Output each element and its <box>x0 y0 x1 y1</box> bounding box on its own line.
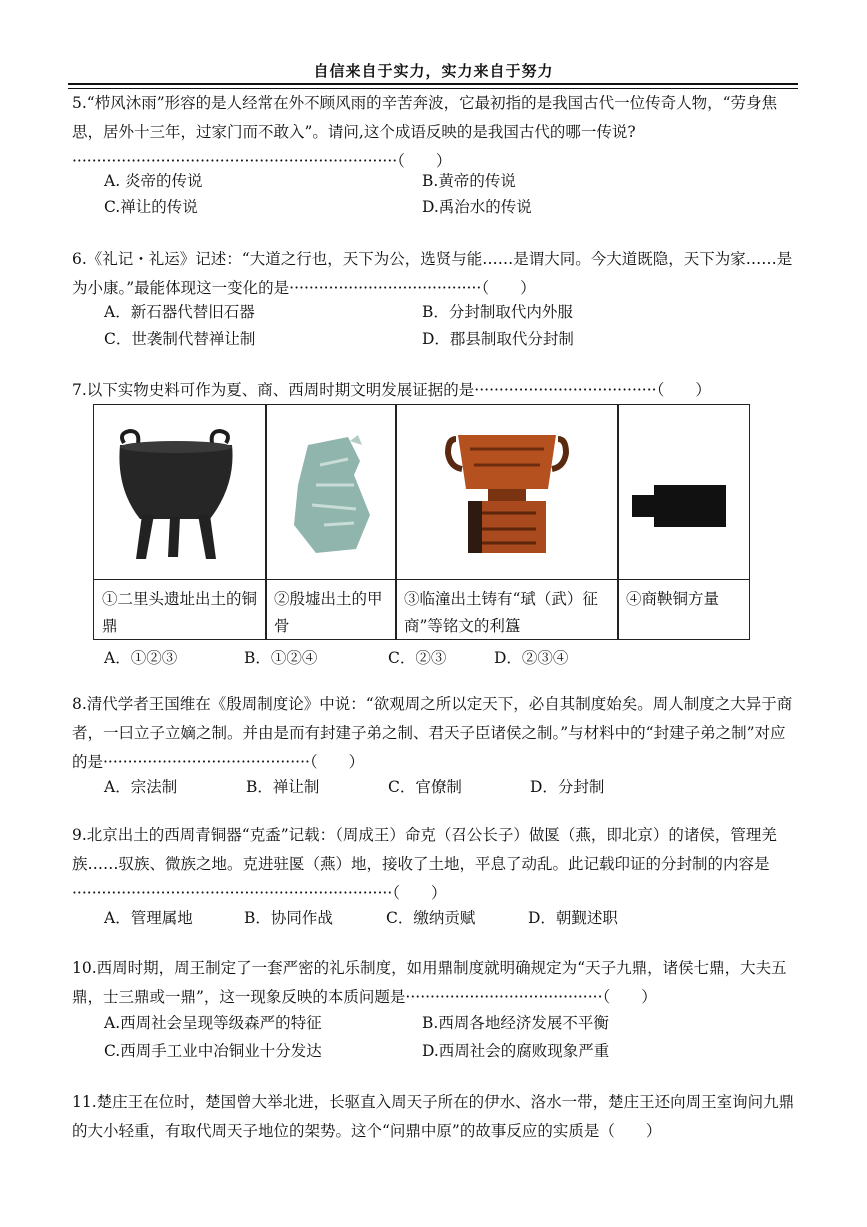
question-7-stem: 7.以下实物史料可作为夏、商、西周时期文明发展证据的是·····································（ ） <box>72 381 711 399</box>
option-b[interactable]: B．①②④ <box>244 649 318 667</box>
option-c[interactable]: C.禅让的传说 <box>104 198 198 216</box>
option-a[interactable]: A.西周社会呈现等级森严的特征 <box>104 1014 322 1032</box>
option-c[interactable]: C．②③ <box>388 649 447 667</box>
question-7 <box>72 376 800 405</box>
question-10 <box>72 954 800 1012</box>
evidence-cell-1 <box>93 404 267 640</box>
option-b[interactable]: B．分封制取代内外服 <box>422 303 573 321</box>
question-9-stem: 9.北京出土的西周青铜器“克盉”记载：（周成王）命克（召公长子）做匽（燕，即北京）的诸侯，管理羌族……驭族、微族之地。克进驻匽（燕）地，接收了土地，平息了动乱。此记载印证的分封制的内容是·································································（ ） <box>72 826 777 902</box>
evidence-cell-4 <box>617 404 750 640</box>
evidence-caption-2: ②殷墟出土的甲骨 <box>266 579 396 639</box>
option-a[interactable]: A．管理属地 <box>104 909 193 927</box>
oracle-bone-icon <box>266 405 396 579</box>
option-d[interactable]: D.禹治水的传说 <box>422 198 532 216</box>
option-c[interactable]: C．缴纳贡赋 <box>386 909 476 927</box>
page-header-motto: 自信来自于实力，实力来自于努力 <box>313 62 554 80</box>
option-b[interactable]: B．协同作战 <box>244 909 333 927</box>
question-6-stem: 6.《礼记・礼运》记述：“大道之行也，天下为公，选贤与能……是谓大同。今大道既隐，天下为家……是为小康。”最能体现这一变化的是·······································（ ） <box>72 250 793 297</box>
question-6 <box>72 245 800 303</box>
question-11 <box>72 1088 800 1146</box>
option-d[interactable]: D．郡县制取代分封制 <box>422 330 574 348</box>
option-d[interactable]: D．分封制 <box>530 778 605 796</box>
option-c[interactable]: C．世袭制代替禅让制 <box>104 330 256 348</box>
evidence-caption-1: ①二里头遗址出土的铜鼎 <box>94 579 266 639</box>
option-c[interactable]: C.西周手工业中冶铜业十分发达 <box>104 1042 322 1060</box>
question-8-stem: 8.清代学者王国维在《殷周制度论》中说：“欲观周之所以定天下，必自其制度始矣。周人制度之大异于商者，一曰立子立嫡之制。并由是而有封建子弟之制、君天子臣诸侯之制。”与材料中的“封建子弟之制”对应的是··········································（ ） <box>72 695 793 771</box>
question-8 <box>72 690 800 777</box>
shang-yang-measure-icon <box>618 405 749 579</box>
option-b[interactable]: B．禅让制 <box>246 778 320 796</box>
evidence-cell-2 <box>265 404 397 640</box>
question-11-stem: 11.楚庄王在位时，楚国曾大举北进，长驱直入周天子所在的伊水、洛水一带，楚庄王还向周王室询问九鼎的大小轻重，有取代周天子地位的架势。这个“问鼎中原”的故事反应的实质是（ ） <box>72 1093 795 1140</box>
evidence-cell-3 <box>395 404 619 640</box>
evidence-caption-3: ③临潼出土铸有“珷（武）征商”等铭文的利簋 <box>396 579 618 639</box>
option-d[interactable]: D．②③④ <box>494 649 569 667</box>
option-b[interactable]: B.西周各地经济发展不平衡 <box>422 1014 609 1032</box>
evidence-table <box>93 404 750 640</box>
option-c[interactable]: C．官僚制 <box>388 778 462 796</box>
ligui-vessel-icon <box>396 405 618 579</box>
option-a[interactable]: A. 炎帝的传说 <box>104 172 203 190</box>
question-10-stem: 10.西周时期，周王制定了一套严密的礼乐制度，如用鼎制度就明确规定为“天子九鼎，诸侯七鼎，大夫五鼎，士三鼎或一鼎”，这一现象反映的本质问题是········································（ ） <box>72 959 787 1006</box>
option-d[interactable]: D．朝觐述职 <box>528 909 618 927</box>
header-rule-thick <box>68 83 798 85</box>
option-b[interactable]: B.黄帝的传说 <box>422 172 516 190</box>
option-a[interactable]: A．宗法制 <box>104 778 178 796</box>
option-a[interactable]: A．新石器代替旧石器 <box>104 303 255 321</box>
question-5 <box>72 89 800 176</box>
evidence-caption-4: ④商鞅铜方量 <box>618 579 749 639</box>
bronze-ding-icon <box>94 405 266 579</box>
question-5-stem: 5.“栉风沐雨”形容的是人经常在外不顾风雨的辛苦奔波，它最初指的是我国古代一位传奇人物，“劳身焦思，居外十三年，过家门而不敢入”。请问,这个成语反映的是我国古代的哪一传说?··································································（ ） <box>72 94 778 170</box>
option-a[interactable]: A．①②③ <box>104 649 178 667</box>
option-d[interactable]: D.西周社会的腐败现象严重 <box>422 1042 610 1060</box>
question-9 <box>72 821 800 908</box>
